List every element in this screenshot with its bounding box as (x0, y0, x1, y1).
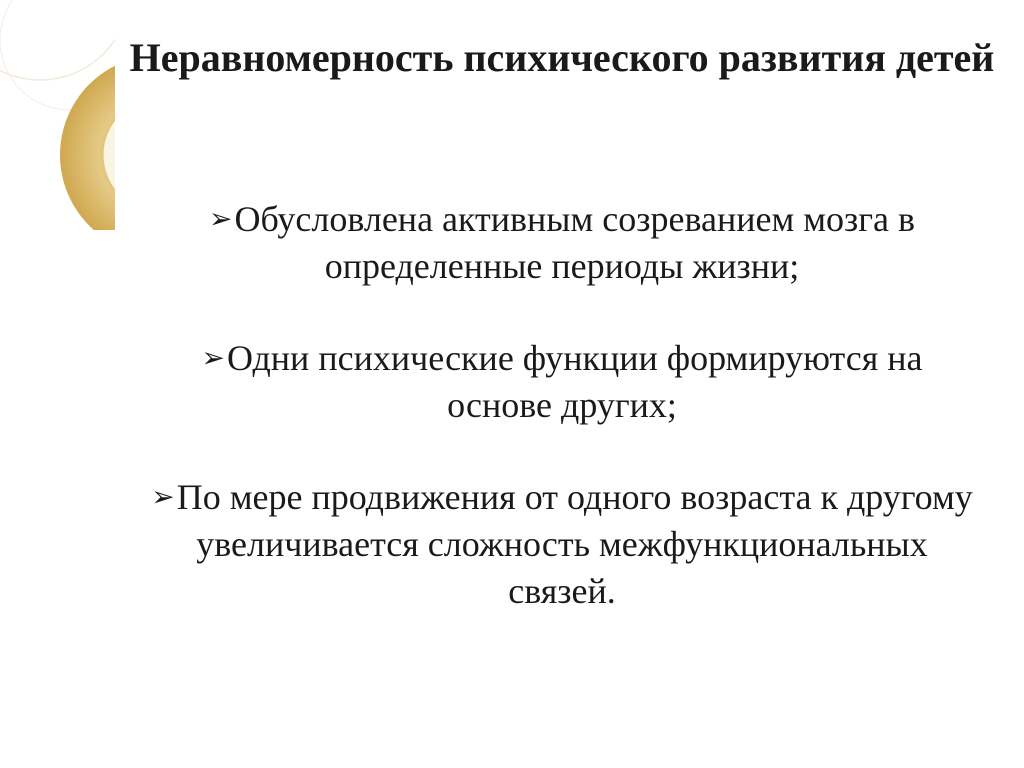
bullet-item-2 (150, 335, 974, 429)
bullet-text-2: Одни психические функции формируются на основе других; (226, 338, 923, 425)
bullet-text-1: Обусловлена активным созреванием мозга в определенные периоды жизни; (234, 199, 915, 286)
arrow-bullet-icon: ➢ (208, 204, 233, 235)
arrow-bullet-icon: ➢ (151, 482, 175, 513)
bullet-item-1 (150, 196, 974, 290)
slide-title: Неравномерность психического развития детей (129, 35, 995, 80)
bullet-text-3: По мере продвижения от одного возраста к другому увеличивается сложность межфункциональных связей. (176, 477, 973, 611)
bullet-item-3 (150, 474, 974, 615)
bullet-list (150, 196, 974, 660)
arrow-bullet-icon: ➢ (201, 343, 225, 374)
decorative-circles (0, 0, 115, 230)
decor-faint-circle-1 (0, 0, 115, 80)
